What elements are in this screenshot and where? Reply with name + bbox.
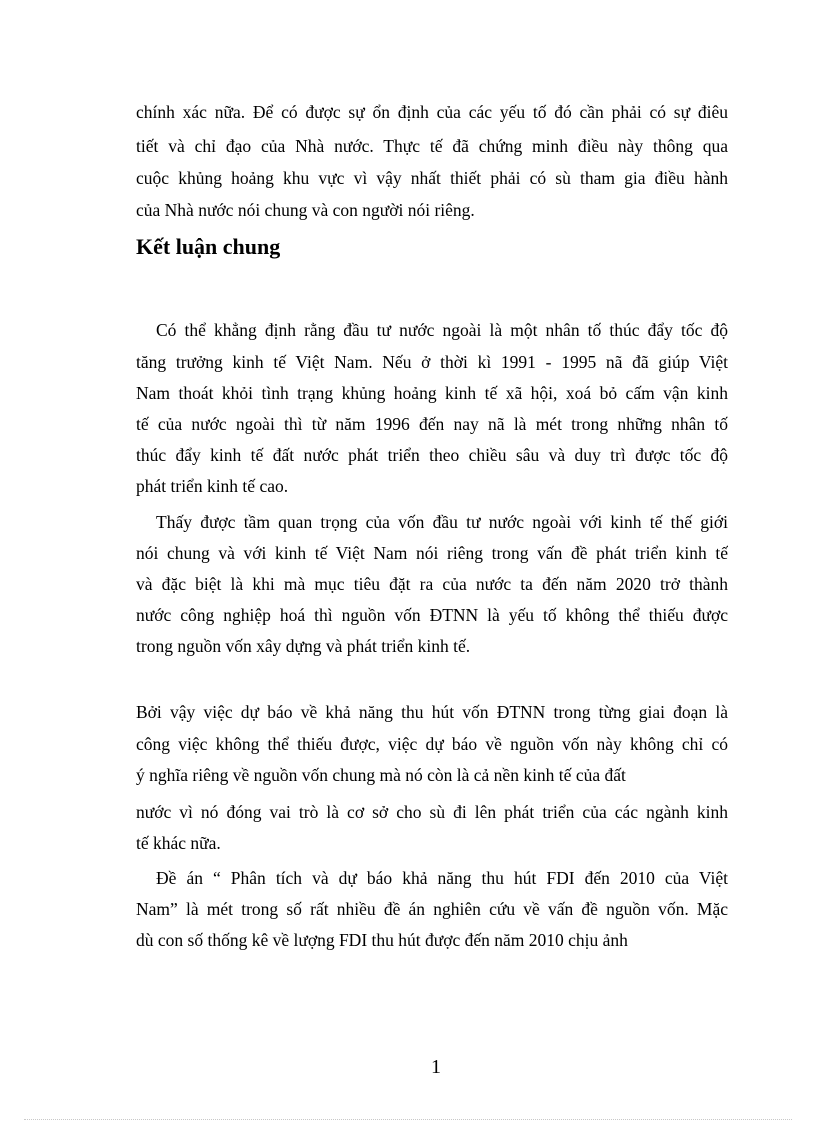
paragraph-1-line-3: cuộc khủng hoảng khu vực vì vậy nhất thiết phải có sù tham gia điều hành [136, 168, 728, 188]
paragraph-2-line-2: tăng trưởng kinh tế Việt Nam. Nếu ở thời kì 1991 - 1995 nã đã giúp Việt [136, 352, 728, 372]
paragraph-1-line-1: chính xác nữa. Để có được sự ổn định của các yếu tố đó cần phải có sự điêu [136, 102, 728, 122]
paragraph-2-line-4: tế của nước ngoài thì từ năm 1996 đến nay nã là mét trong những nhân tố [136, 414, 728, 434]
paragraph-1-line-4: của Nhà nước nói chung và con người nói riêng. [136, 200, 475, 220]
paragraph-1-line-2: tiết và chỉ đạo của Nhà nước. Thực tế đã chứng minh điều này thông qua [136, 136, 728, 156]
paragraph-3-line-4: nước công nghiệp hoá thì nguồn vốn ĐTNN là yếu tố không thể thiếu được [136, 605, 728, 625]
paragraph-5-line-2: Nam” là mét trong số rất nhiều đề án nghiên cứu về vấn đề nguồn vốn. Mặc [136, 899, 728, 919]
paragraph-2-line-5: thúc đẩy kinh tế đất nước phát triển theo chiều sâu và duy trì được tốc độ [136, 445, 728, 465]
paragraph-2-line-6: phát triển kinh tế cao. [136, 476, 289, 496]
page-bottom-divider [24, 1119, 792, 1120]
paragraph-3-line-1: Thấy được tầm quan trọng của vốn đầu tư nước ngoài với kinh tế thế giới [156, 512, 728, 532]
page-number: 1 [431, 1056, 441, 1078]
paragraph-3-line-2: nói chung và với kinh tế Việt Nam nói riêng trong vấn đề phát triển kinh tế [136, 543, 728, 563]
paragraph-3-line-3: và đặc biệt là khi mà mục tiêu đặt ra của nước ta đến năm 2020 trở thành [136, 574, 728, 594]
paragraph-3-line-5: trong nguồn vốn xây dựng và phát triển kinh tế. [136, 636, 471, 656]
paragraph-4-line-1: Bởi vậy việc dự báo về khả năng thu hút vốn ĐTNN trong từng giai đoạn là [136, 702, 728, 722]
paragraph-4-line-3: ý nghĩa riêng về nguồn vốn chung mà nó còn là cả nền kinh tế của đất [136, 765, 626, 785]
paragraph-4-line-5: tế khác nữa. [136, 833, 221, 853]
paragraph-2-line-3: Nam thoát khỏi tình trạng khủng hoảng kinh tế xã hội, xoá bỏ cấm vận kinh [136, 383, 728, 403]
paragraph-4-line-4: nước vì nó đóng vai trò là cơ sở cho sù đi lên phát triển của các ngành kinh [136, 802, 728, 822]
section-heading: Kết luận chung [136, 234, 281, 259]
paragraph-2-line-1: Có thể khẳng định rằng đầu tư nước ngoài là một nhân tố thúc đẩy tốc độ [156, 320, 728, 340]
paragraph-5-line-1: Đề án “ Phân tích và dự báo khả năng thu hút FDI đến 2010 của Việt [156, 868, 728, 888]
paragraph-5-line-3: dù con số thống kê về lượng FDI thu hút được đến năm 2010 chịu ảnh [136, 930, 628, 950]
paragraph-4-line-2: công việc không thể thiếu được, việc dự báo về nguồn vốn này không chỉ có [136, 734, 728, 754]
